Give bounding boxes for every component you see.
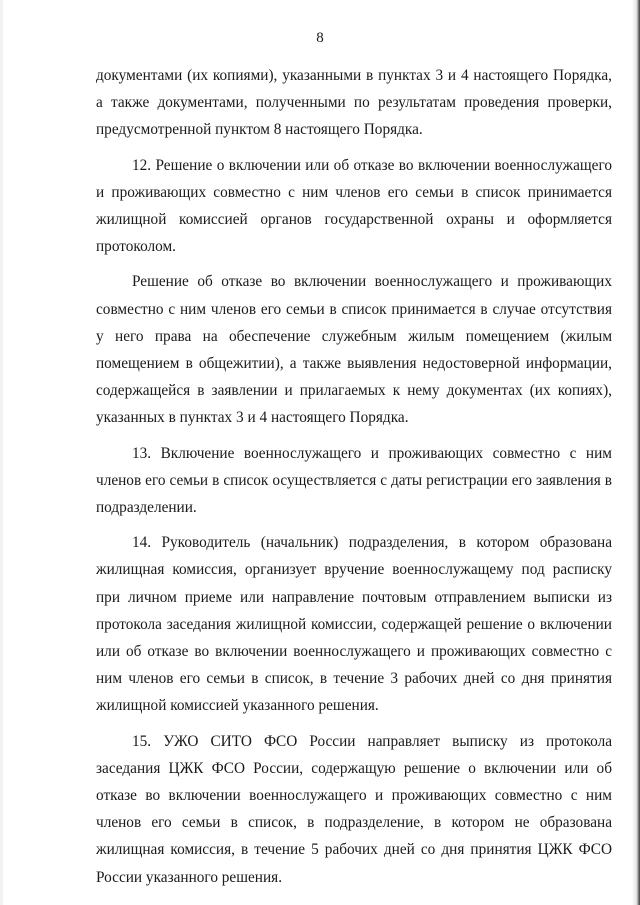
scan-right-edge <box>632 0 640 905</box>
paragraph-gap <box>96 432 612 440</box>
scan-left-edge <box>0 0 3 905</box>
paragraph-14: 14. Руководитель (начальник) подразделения, в котором образована жилищная комиссия, организует вручение военнослужащему под расписку при личном приеме или направление почтовым отправлением выписки из протокола заседания жилищной комиссии, содержащей решение о включении или об отказе во включении военнослужащего и проживающих совместно с ним членов его семьи в список, в течение 3 рабочих дней со дня принятия жилищной комиссией указанного решения. <box>96 534 612 715</box>
paragraph-12: 12. Решение о включении или об отказе во включении военнослужащего и проживающих совместно с ним членов его семьи в список принимается жилищной комиссией органов государственной охраны и оформляется протоколом. <box>96 156 612 256</box>
paragraph-gap <box>96 260 612 268</box>
document-body <box>96 62 612 891</box>
paragraph-12-refusal: Решение об отказе во включении военнослужащего и проживающих совместно с ним членов его семьи в список принимается в случае отсутствия у него права на обеспечение служебным жилым помещением (жилым помещением в общежитии), а также выявления недостоверной информации, содержащейся в заявлении и прилагаемых к нему документах (их копиях), указанных в пунктах 3 и 4 настоящего Порядка. <box>96 273 612 427</box>
paragraph-continuation: документами (их копиями), указанными в пунктах 3 и 4 настоящего Порядка, а также документами, полученными по результатам проведения проверки, предусмотренной пунктом 8 настоящего Порядка. <box>96 67 612 139</box>
paragraph-gap <box>96 521 612 529</box>
paragraph-gap <box>96 720 612 728</box>
paragraph-15: 15. УЖО СИТО ФСО России направляет выписку из протокола заседания ЦЖК ФСО России, содержащую решение о включении или об отказе во включении военнослужащего и проживающих совместно с ним членов его семьи в список, в подразделение, в котором не образована жилищная комиссия, в течение 5 рабочих дней со дня принятия ЦЖК ФСО России указанного решения. <box>96 732 612 886</box>
paragraph-gap <box>96 144 612 152</box>
page-number: 8 <box>316 30 324 46</box>
paragraph-13: 13. Включение военнослужащего и проживающих совместно с ним членов его семьи в список осуществляется с даты регистрации его заявления в подразделении. <box>96 444 612 517</box>
